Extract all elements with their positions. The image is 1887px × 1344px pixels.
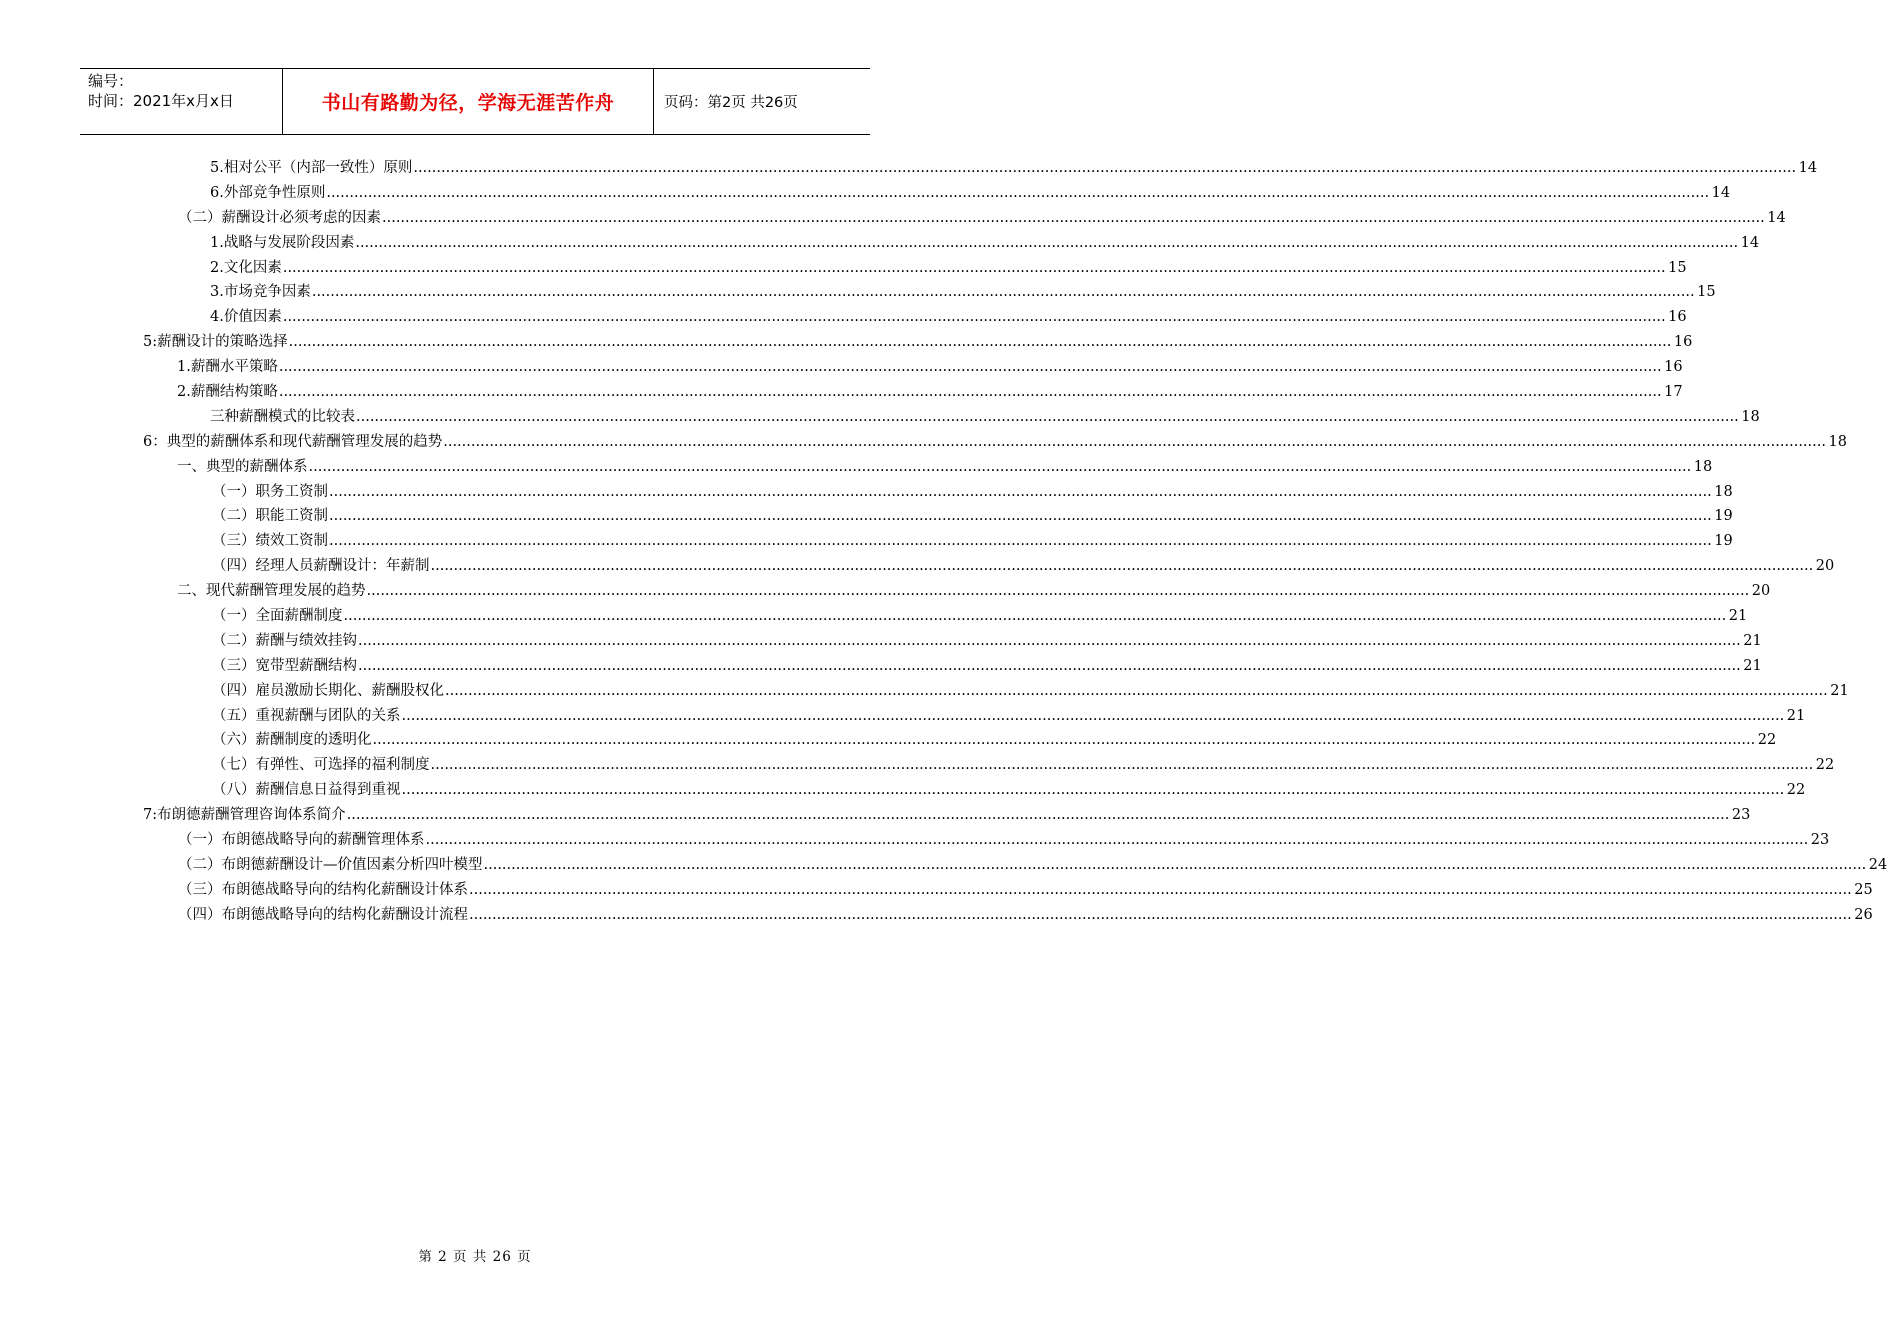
- toc-leader-dots: ............................................................................................................................................................................................................................................................................................................: [308, 458, 1692, 475]
- toc-entry-page: 20: [1751, 583, 1771, 600]
- toc-leader-dots: ............................................................................................................................................................................................................................................................................................................: [425, 832, 1809, 849]
- toc-entry-title: （三）宽带型薪酬结构: [212, 657, 357, 674]
- toc-entry-page: 24: [1868, 856, 1887, 873]
- toc-entry[interactable]: [212, 728, 1777, 753]
- toc-entry-title: 一、典型的薪酬体系: [177, 458, 308, 475]
- toc-entry[interactable]: [177, 355, 1683, 380]
- toc-entry-page: 21: [1830, 682, 1849, 699]
- toc-leader-dots: ............................................................................................................................................................................................................................................................................................................: [401, 707, 1785, 724]
- document-time: 时间：2021年x月x日: [88, 92, 234, 110]
- toc-entry-page: 17: [1664, 384, 1683, 401]
- toc-leader-dots: ............................................................................................................................................................................................................................................................................................................: [443, 433, 1826, 450]
- toc-leader-dots: ............................................................................................................................................................................................................................................................................................................: [326, 184, 1710, 201]
- toc-leader-dots: ............................................................................................................................................................................................................................................................................................................: [278, 384, 1662, 401]
- toc-leader-dots: ............................................................................................................................................................................................................................................................................................................: [401, 782, 1785, 799]
- toc-leader-dots: ............................................................................................................................................................................................................................................................................................................: [469, 881, 1852, 898]
- toc-leader-dots: ............................................................................................................................................................................................................................................................................................................: [355, 234, 1739, 251]
- toc-entry-page: 19: [1714, 508, 1733, 525]
- toc-entry-page: 20: [1815, 558, 1835, 575]
- toc-entry-title: 5:薪酬设计的策略选择: [143, 334, 288, 351]
- toc-entry-title: （二）薪酬设计必须考虑的因素: [178, 209, 381, 226]
- toc-leader-dots: ............................................................................................................................................................................................................................................................................................................: [358, 657, 1741, 674]
- toc-entry-page: 23: [1810, 832, 1830, 849]
- toc-entry-title: 7:布朗德薪酬管理咨询体系简介: [143, 807, 346, 824]
- toc-entry-title: （三）绩效工资制: [212, 533, 328, 550]
- toc-entry-title: （五）重视薪酬与团队的关系: [212, 707, 401, 724]
- toc-entry-page: 18: [1741, 408, 1760, 425]
- document-number: 编号：: [88, 72, 134, 90]
- toc-leader-dots: ............................................................................................................................................................................................................................................................................................................: [329, 533, 1712, 550]
- toc-entry-title: 3.市场竞争因素: [210, 284, 311, 301]
- toc-entry[interactable]: [212, 504, 1733, 529]
- toc-entry[interactable]: [143, 330, 1693, 355]
- toc-entry[interactable]: [178, 878, 1873, 903]
- toc-entry-title: 5.相对公平（内部一致性）原则: [210, 160, 413, 176]
- toc-entry-title: 6：典型的薪酬体系和现代薪酬管理发展的趋势: [143, 433, 443, 450]
- toc-entry-title: （三）布朗德战略导向的结构化薪酬设计体系: [178, 881, 468, 898]
- header-page-info: 页码：第2页 共26页: [664, 95, 798, 111]
- toc-entry-page: 22: [1757, 732, 1777, 749]
- toc-entry[interactable]: [178, 903, 1873, 928]
- toc-entry[interactable]: [212, 529, 1733, 554]
- header-motto: 书山有路勤为径，学海无涯苦作舟: [282, 69, 654, 134]
- toc-entry-page: 14: [1767, 209, 1786, 226]
- toc-entry[interactable]: [212, 704, 1806, 729]
- toc-entry[interactable]: [178, 206, 1786, 231]
- toc-leader-dots: ............................................................................................................................................................................................................................................................................................................: [372, 732, 1756, 749]
- toc-leader-dots: ............................................................................................................................................................................................................................................................................................................: [382, 209, 1765, 226]
- toc-entry-title: （一）职务工资制: [212, 483, 328, 500]
- toc-entry[interactable]: [177, 380, 1683, 405]
- toc-entry-title: （七）有弹性、可选择的福利制度: [212, 757, 430, 774]
- toc-entry-page: 21: [1743, 657, 1762, 674]
- toc-entry-page: 22: [1786, 782, 1806, 799]
- toc-entry-title: （一）布朗德战略导向的薪酬管理体系: [178, 832, 425, 849]
- toc-entry[interactable]: [210, 256, 1687, 281]
- toc-entry[interactable]: [212, 629, 1762, 654]
- toc-entry[interactable]: [143, 803, 1751, 828]
- toc-entry[interactable]: [212, 480, 1733, 505]
- toc-entry-page: 23: [1731, 807, 1751, 824]
- toc-entry-title: （八）薪酬信息日益得到重视: [212, 782, 401, 799]
- toc-entry-title: 三种薪酬模式的比较表: [210, 408, 355, 425]
- toc-entry-title: （一）全面薪酬制度: [212, 608, 343, 625]
- toc-entry-page: 21: [1743, 632, 1762, 649]
- toc-entry-page: 16: [1664, 359, 1683, 376]
- toc-leader-dots: ............................................................................................................................................................................................................................................................................................................: [329, 483, 1712, 500]
- toc-leader-dots: ............................................................................................................................................................................................................................................................................................................: [366, 583, 1750, 600]
- toc-leader-dots: ............................................................................................................................................................................................................................................................................................................: [311, 284, 1695, 301]
- toc-entry-page: 21: [1786, 707, 1806, 724]
- toc-entry-title: （四）雇员激励长期化、薪酬股权化: [212, 682, 444, 699]
- toc-entry-title: 2.薪酬结构策略: [177, 384, 278, 401]
- toc-entry[interactable]: [177, 455, 1713, 480]
- toc-entry-page: 16: [1673, 334, 1693, 351]
- toc-entry-page: 18: [1828, 433, 1847, 450]
- toc-entry[interactable]: [210, 181, 1731, 206]
- toc-leader-dots: ............................................................................................................................................................................................................................................................................................................: [282, 309, 1666, 326]
- toc-entry-title: 二、现代薪酬管理发展的趋势: [177, 583, 366, 600]
- toc-entry-title: 4.价值因素: [210, 309, 282, 326]
- toc-leader-dots: ............................................................................................................................................................................................................................................................................................................: [469, 906, 1852, 923]
- toc-entry[interactable]: [212, 554, 1835, 579]
- toc-entry-title: （二）薪酬与绩效挂钩: [212, 632, 357, 649]
- toc-entry[interactable]: [210, 156, 1818, 181]
- toc-entry-page: 14: [1798, 160, 1818, 176]
- toc-entry[interactable]: [210, 280, 1716, 305]
- toc-entry[interactable]: [178, 853, 1887, 878]
- toc-entry-page: 19: [1714, 533, 1733, 550]
- toc-entry-page: 16: [1668, 309, 1687, 326]
- toc-leader-dots: ............................................................................................................................................................................................................................................................................................................: [430, 757, 1814, 774]
- toc-leader-dots: ............................................................................................................................................................................................................................................................................................................: [278, 359, 1662, 376]
- toc-entry[interactable]: [210, 231, 1760, 256]
- toc-entry[interactable]: [143, 430, 1847, 455]
- toc-entry-title: （四）经理人员薪酬设计：年薪制: [212, 558, 430, 575]
- toc-leader-dots: ............................................................................................................................................................................................................................................................................................................: [413, 160, 1797, 176]
- toc-leader-dots: ............................................................................................................................................................................................................................................................................................................: [356, 408, 1739, 425]
- toc-leader-dots: ............................................................................................................................................................................................................................................................................................................: [430, 558, 1814, 575]
- toc-entry-title: （二）职能工资制: [212, 508, 328, 525]
- toc-entry[interactable]: [212, 679, 1849, 704]
- toc-entry-page: 15: [1697, 284, 1716, 301]
- toc-entry[interactable]: [212, 778, 1806, 803]
- toc-entry-title: （二）布朗德薪酬设计—价值因素分析四叶模型: [178, 856, 483, 873]
- toc-leader-dots: ............................................................................................................................................................................................................................................................................................................: [358, 632, 1741, 649]
- toc-entry-page: 21: [1728, 608, 1748, 625]
- toc-leader-dots: ............................................................................................................................................................................................................................................................................................................: [329, 508, 1712, 525]
- toc-entry[interactable]: [210, 305, 1687, 330]
- toc-leader-dots: ............................................................................................................................................................................................................................................................................................................: [445, 682, 1828, 699]
- toc-entry-page: 18: [1714, 483, 1733, 500]
- toc-entry[interactable]: [177, 579, 1771, 604]
- toc-leader-dots: ............................................................................................................................................................................................................................................................................................................: [282, 259, 1666, 276]
- toc-entry-page: 18: [1693, 458, 1713, 475]
- toc-entry-title: 2.文化因素: [210, 259, 282, 276]
- toc-entry-title: 1.薪酬水平策略: [177, 359, 278, 376]
- toc-leader-dots: ............................................................................................................................................................................................................................................................................................................: [343, 608, 1727, 625]
- toc-entry-title: （六）薪酬制度的透明化: [212, 732, 372, 749]
- toc-entry[interactable]: [210, 405, 1760, 430]
- toc-entry[interactable]: [212, 604, 1748, 629]
- toc-entry-page: 26: [1854, 906, 1873, 923]
- toc-entry[interactable]: [178, 828, 1830, 853]
- toc-entry-title: （四）布朗德战略导向的结构化薪酬设计流程: [178, 906, 468, 923]
- page-footer: 第 2 页 共 26 页: [418, 1249, 532, 1265]
- toc-entry-title: 6.外部竞争性原则: [210, 184, 326, 201]
- toc-entry[interactable]: [212, 654, 1762, 679]
- toc-entry-page: 25: [1854, 881, 1873, 898]
- toc-entry[interactable]: [212, 753, 1835, 778]
- table-of-contents: [0, 156, 1887, 928]
- toc-leader-dots: ............................................................................................................................................................................................................................................................................................................: [483, 856, 1867, 873]
- toc-leader-dots: ............................................................................................................................................................................................................................................................................................................: [346, 807, 1730, 824]
- header-meta: [80, 69, 282, 134]
- toc-entry-page: 14: [1740, 234, 1760, 251]
- toc-leader-dots: ............................................................................................................................................................................................................................................................................................................: [288, 334, 1672, 351]
- toc-entry-title: 1.战略与发展阶段因素: [210, 234, 355, 251]
- page-header: [80, 68, 870, 135]
- toc-entry-page: 22: [1815, 757, 1835, 774]
- toc-entry-page: 15: [1668, 259, 1687, 276]
- toc-entry-page: 14: [1711, 184, 1731, 201]
